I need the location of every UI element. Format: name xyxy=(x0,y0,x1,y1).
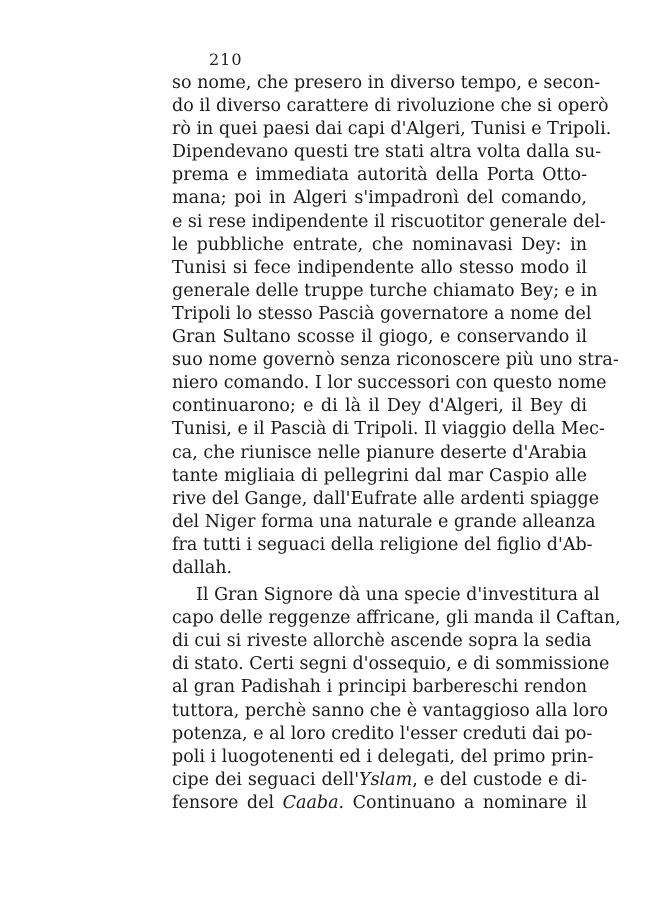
text-line: le pubbliche entrate, che nominavasi Dey: in xyxy=(172,234,587,255)
text-line: potenza, e al loro credito l'esser creduti dai po- xyxy=(172,723,593,744)
italic-term-caaba: Caaba xyxy=(282,792,339,813)
text-line: di stato. Certi segni d'ossequio, e di sommissione xyxy=(172,654,610,675)
text-line: e si rese indipendente il riscuotitor generale del- xyxy=(172,211,606,232)
text-line: del Niger forma una naturale e grande alleanza xyxy=(172,511,596,532)
text-line: niero comando. I lor successori con questo nome xyxy=(172,373,607,394)
text-fragment: , e del custode e di- xyxy=(412,769,587,790)
text-fragment: . Continuano a nominare il xyxy=(338,792,587,813)
text-line: Dipendevano questi tre stati altra volta dalla su- xyxy=(172,142,602,163)
text-line-caaba xyxy=(172,792,587,815)
text-line: capo delle reggenze affricane, gli manda il Caftan, xyxy=(172,608,621,629)
text-fragment: fensore del xyxy=(172,792,283,813)
text-line: fra tutti i seguaci della religione del figlio d'Ab- xyxy=(172,534,593,555)
text-line: al gran Padishah i principi barbereschi rendon xyxy=(172,677,587,698)
italic-term-yslam: Yslam xyxy=(359,769,413,790)
text-line: prema e immediata autorità della Porta Otto- xyxy=(172,165,587,186)
body-text xyxy=(172,72,621,815)
text-line: dallah. xyxy=(172,557,233,578)
text-line: rò in quei paesi dai capi d'Algeri, Tunisi e Tripoli. xyxy=(172,119,612,140)
text-line-yslam xyxy=(172,769,587,792)
text-line: rive del Gange, dall'Eufrate alle ardenti spiagge xyxy=(172,488,600,509)
text-line: suo nome governò senza riconoscere più uno stra- xyxy=(172,350,619,371)
text-line: Tunisi si fece indipendente allo stesso modo il xyxy=(172,257,587,278)
text-line: di cui si riveste allorchè ascende sopra la sedia xyxy=(172,631,592,652)
text-line: Il Gran Signore dà una specie d'investitura al xyxy=(196,585,600,606)
page-number: 210 xyxy=(209,50,243,69)
text-line: so nome, che presero in diverso tempo, e secon- xyxy=(172,73,601,93)
text-line: generale delle truppe turche chiamato Bey; e in xyxy=(172,280,598,301)
paragraph-2 xyxy=(172,584,621,815)
text-line: Tripoli lo stesso Pascià governatore a nome del xyxy=(172,303,592,324)
text-line: tante migliaia di pellegrini dal mar Caspio alle xyxy=(172,465,587,486)
text-fragment: cipe dei seguaci dell' xyxy=(172,769,360,790)
text-line: do il diverso carattere di rivoluzione che si operò xyxy=(172,96,609,117)
text-line: ca, che riunisce nelle pianure deserte d'Arabia xyxy=(172,442,587,463)
text-line: Tunisi, e il Pascià di Tripoli. Il viaggio della Mec- xyxy=(172,419,605,440)
text-line: poli i luogotenenti ed i delegati, del primo prin- xyxy=(172,746,594,767)
text-line: tuttora, perchè sanno che è vantaggioso alla loro xyxy=(172,700,609,721)
text-line: continuarono; e di là il Dey d'Algeri, il Bey di xyxy=(172,396,587,417)
paragraph-1 xyxy=(172,72,619,580)
text-line: mana; poi in Algeri s'impadronì del comando, xyxy=(172,188,587,209)
text-line: Gran Sultano scosse il giogo, e conservando il xyxy=(172,327,587,348)
